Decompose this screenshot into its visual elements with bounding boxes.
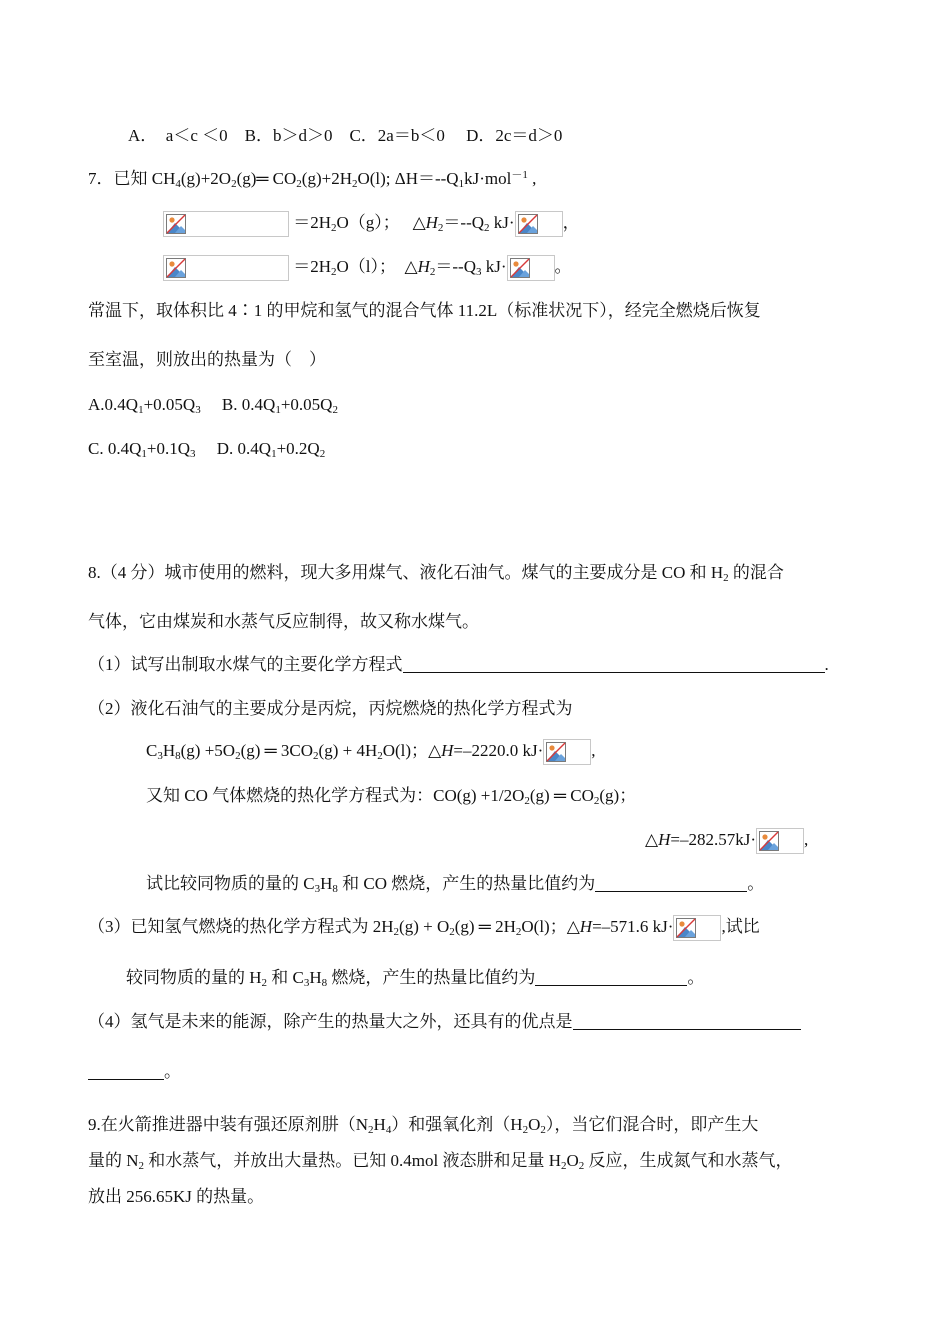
broken-image-icon <box>518 214 538 234</box>
q8-co-enthalpy: △H=–282.57kJ· , <box>645 828 808 854</box>
answer-blank[interactable] <box>403 654 825 673</box>
q7-equation-1: 7．已知 $CH_4(g)+2O_2(g)═$ $CO_2(g)+2H_2O(l)$; $\Delta H=--Q_1kJ\cdot mol^{-1}$ , <box>88 169 537 190</box>
q7-options-ab: $A.0.4Q_1+0.05Q_3$ B. $0.4Q_1+0.05Q_2$ <box>88 395 338 416</box>
q8-stem-line-2: 气体，它由煤炭和水蒸气反应制得，故又称水煤气。 <box>88 612 479 631</box>
q8-part-2: （2）液化石油气的主要成分是丙烷，丙烷燃烧的热化学方程式为 <box>88 699 573 718</box>
q8-part-4: （4）氢气是未来的能源，除产生的热量大之外，还具有的优点是 <box>88 1011 801 1033</box>
q9-stem-line-2: 量的 $N_2$ 和水蒸气，并放出大量热。已知 0.4mol 液态肼和足量 $H_2O_2$ 反应，生成氮气和水蒸气， <box>88 1151 793 1172</box>
unit-image-placeholder <box>756 828 804 854</box>
unit-image-placeholder <box>673 915 721 941</box>
q7-options-cd: C. $0.4Q_1+0.1Q_3$ D. $0.4Q_1+0.2Q_2$ <box>88 439 326 460</box>
unit-image-placeholder <box>515 211 563 237</box>
q7-equation-3: $=2H_2O(l)$； $\triangle H_2=--Q_3$ kJ· 。 <box>163 255 572 281</box>
q7-stem-line-1: 常温下，取体积比 4∶1 的甲烷和氢气的混合气体 11.2L（标准状况下），经完全燃烧后恢复 <box>88 301 761 320</box>
q9-stem-line-1: 9.在火箭推进器中装有强还原剂肼$(N_2H_4)$和强氧化剂$(H_2O_2)$，当它们混合时，即产生大 <box>88 1115 759 1136</box>
q8-propane-equation: $C_3H_8(g) +5O_2(g)$ ═ $3CO_2(g) + 4H_2O(l)$；△H=–2220.0 kJ· , <box>146 739 596 765</box>
formula-image-placeholder <box>163 211 289 237</box>
q8-part-4-continued: 。 <box>88 1061 181 1083</box>
q6-options: A． a＜c ＜0 B．b＞d＞0 C．2a＝b＜0 D．2c＝d＞0 <box>128 126 563 145</box>
answer-blank[interactable] <box>88 1061 164 1080</box>
answer-blank[interactable] <box>535 967 687 986</box>
unit-image-placeholder <box>507 255 555 281</box>
broken-image-icon <box>510 258 530 278</box>
q7-stem-line-2: 至室温，则放出的热量为（ ） <box>88 350 326 369</box>
broken-image-icon <box>166 214 186 234</box>
answer-blank[interactable] <box>595 873 747 892</box>
q8-stem-line-1: 8.（4 分）城市使用的燃料，现大多用煤气、液化石油气。煤气的主要成分是 CO 和 $H_2$ 的混合 <box>88 563 784 584</box>
answer-blank[interactable] <box>573 1011 801 1030</box>
broken-image-icon <box>166 258 186 278</box>
broken-image-icon <box>546 742 566 762</box>
q8-part-3: （3）已知氢气燃烧的热化学方程式为 $2H_2(g) + O_2(g)$ ═ $2H_2O(l)$；△H=–571.6 kJ· ,试比 <box>88 915 760 941</box>
broken-image-icon <box>676 918 696 938</box>
q9-stem-line-3: 放出 256.65KJ 的热量。 <box>88 1187 265 1206</box>
formula-image-placeholder <box>163 255 289 281</box>
q7-equation-2: $=2H_2O(g)$； $\triangle H_2=--Q_2$ kJ· ， <box>163 211 580 237</box>
broken-image-icon <box>759 831 779 851</box>
q8-compare-1: 试比较同物质的量的 $C_3H_8$ 和 CO 燃烧，产生的热量比值约为 。 <box>146 874 765 895</box>
q8-compare-2: 较同物质的量的 $H_2$ 和 $C_3H_8$ 燃烧，产生的热量比值约为 。 <box>126 968 705 989</box>
q8-co-equation: 又知 CO 气体燃烧的热化学方程式为：$CO(g) +1/2O_2(g)$ ═ $CO_2(g)$； <box>146 786 637 807</box>
unit-image-placeholder <box>543 739 591 765</box>
q8-part-1: （1）试写出制取水煤气的主要化学方程式 . <box>88 655 829 674</box>
